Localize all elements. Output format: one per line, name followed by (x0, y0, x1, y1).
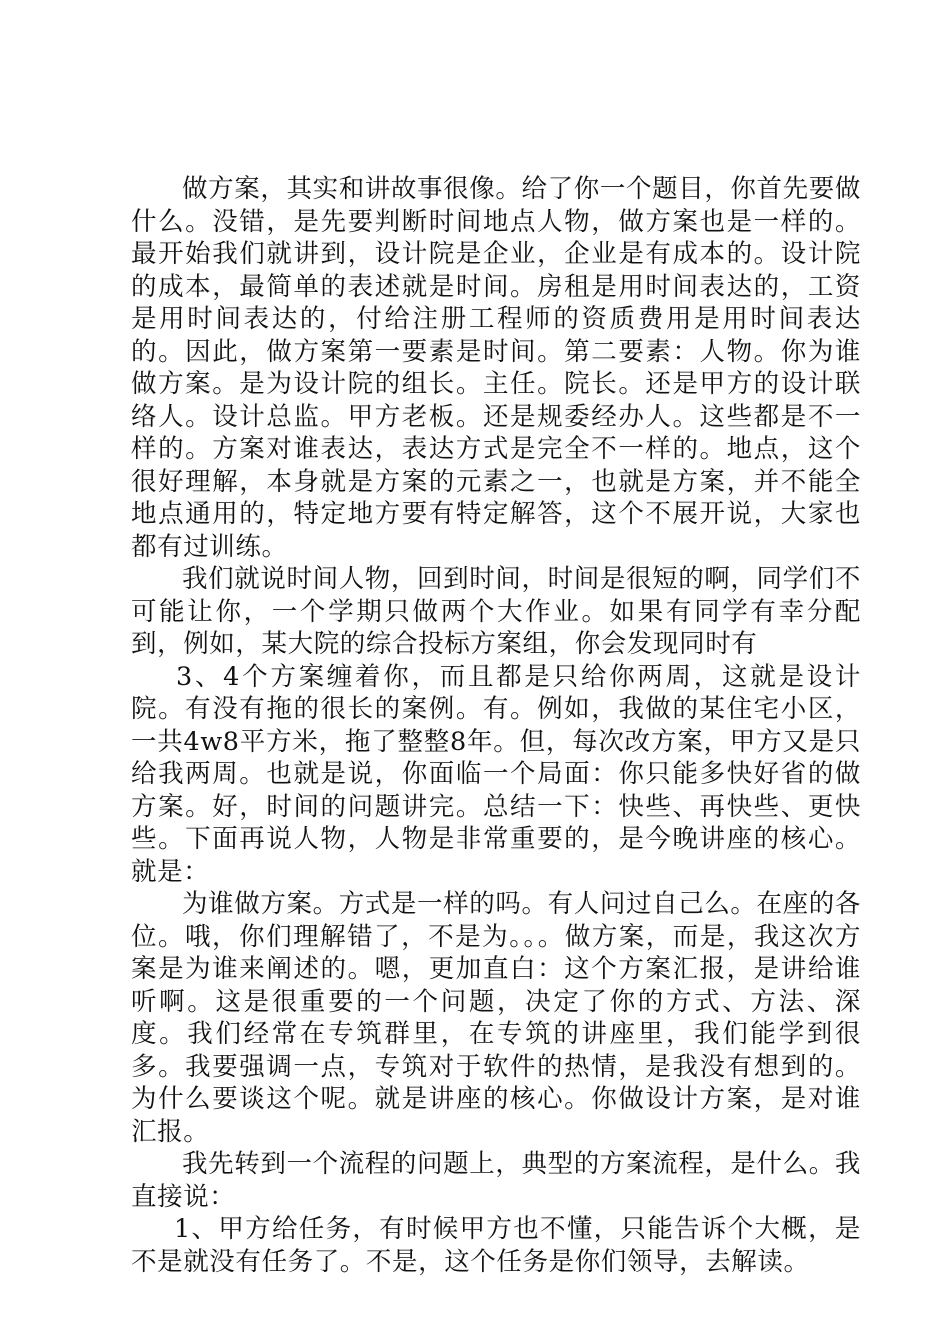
paragraph-time-short: 我们就说时间人物，回到时间，时间是很短的啊，同学们不可能让你，一个学期只做两个大作业。如果有同学有幸分配到，例如，某大院的综合投标方案组，你会发现同时有 (131, 564, 861, 659)
paragraph-who-is-audience: 为谁做方案。方式是一样的吗。有人问过自己么。在座的各位。哦，你们理解错了，不是为。。。做方案，而是，我这次方案是为谁来阐述的。嗯，更加直白：这个方案汇报，是讲给谁听啊。这是很重要的一个问题，决定了你的方式、方法、深度。我们经常在专筑群里，在专筑的讲座里，我们能学到很多。我要强调一点，专筑对于软件的热情，是我没有想到的。为什么要谈这个呢。就是讲座的核心。你做设计方案，是对谁汇报。 (131, 889, 861, 1147)
paragraph-multiple-projects: 3、4个方案缠着你，而且都是只给你两周，这就是设计院。有没有拖的很长的案例。有。例如，我做的某住宅小区，一共4w8平方米，拖了整整8年。但，每次改方案，甲方又是只给我两周。也就是说，你面临一个局面：你只能多快好省的做方案。好，时间的问题讲完。总结一下：快些、再快些、更快些。下面再说人物，人物是非常重要的，是今晚讲座的核心。就是： (131, 661, 861, 887)
document-body (131, 173, 861, 1278)
paragraph-process-intro: 我先转到一个流程的问题上，典型的方案流程，是什么。我直接说： (131, 1149, 861, 1212)
paragraph-time-place-people: 做方案，其实和讲故事很像。给了你一个题目，你首先要做什么。没错，是先要判断时间地点人物，做方案也是一样的。最开始我们就讲到，设计院是企业，企业是有成本的。设计院的成本，最简单的表述就是时间。房租是用时间表达的，工资是用时间表达的，付给注册工程师的资质费用是用时间表达的。因此，做方案第一要素是时间。第二要素：人物。你为谁做方案。是为设计院的组长。主任。院长。还是甲方的设计联络人。设计总监。甲方老板。还是规委经办人。这些都是不一样的。方案对谁表达，表达方式是完全不一样的。地点，这个很好理解，本身就是方案的元素之一，也就是方案，并不能全地点通用的，特定地方要有特定解答，这个不展开说，大家也都有过训练。 (131, 174, 861, 562)
paragraph-step-one: 1、甲方给任务，有时候甲方也不懂，只能告诉个大概，是不是就没有任务了。不是，这个任务是你们领导，去解读。 (131, 1214, 861, 1277)
